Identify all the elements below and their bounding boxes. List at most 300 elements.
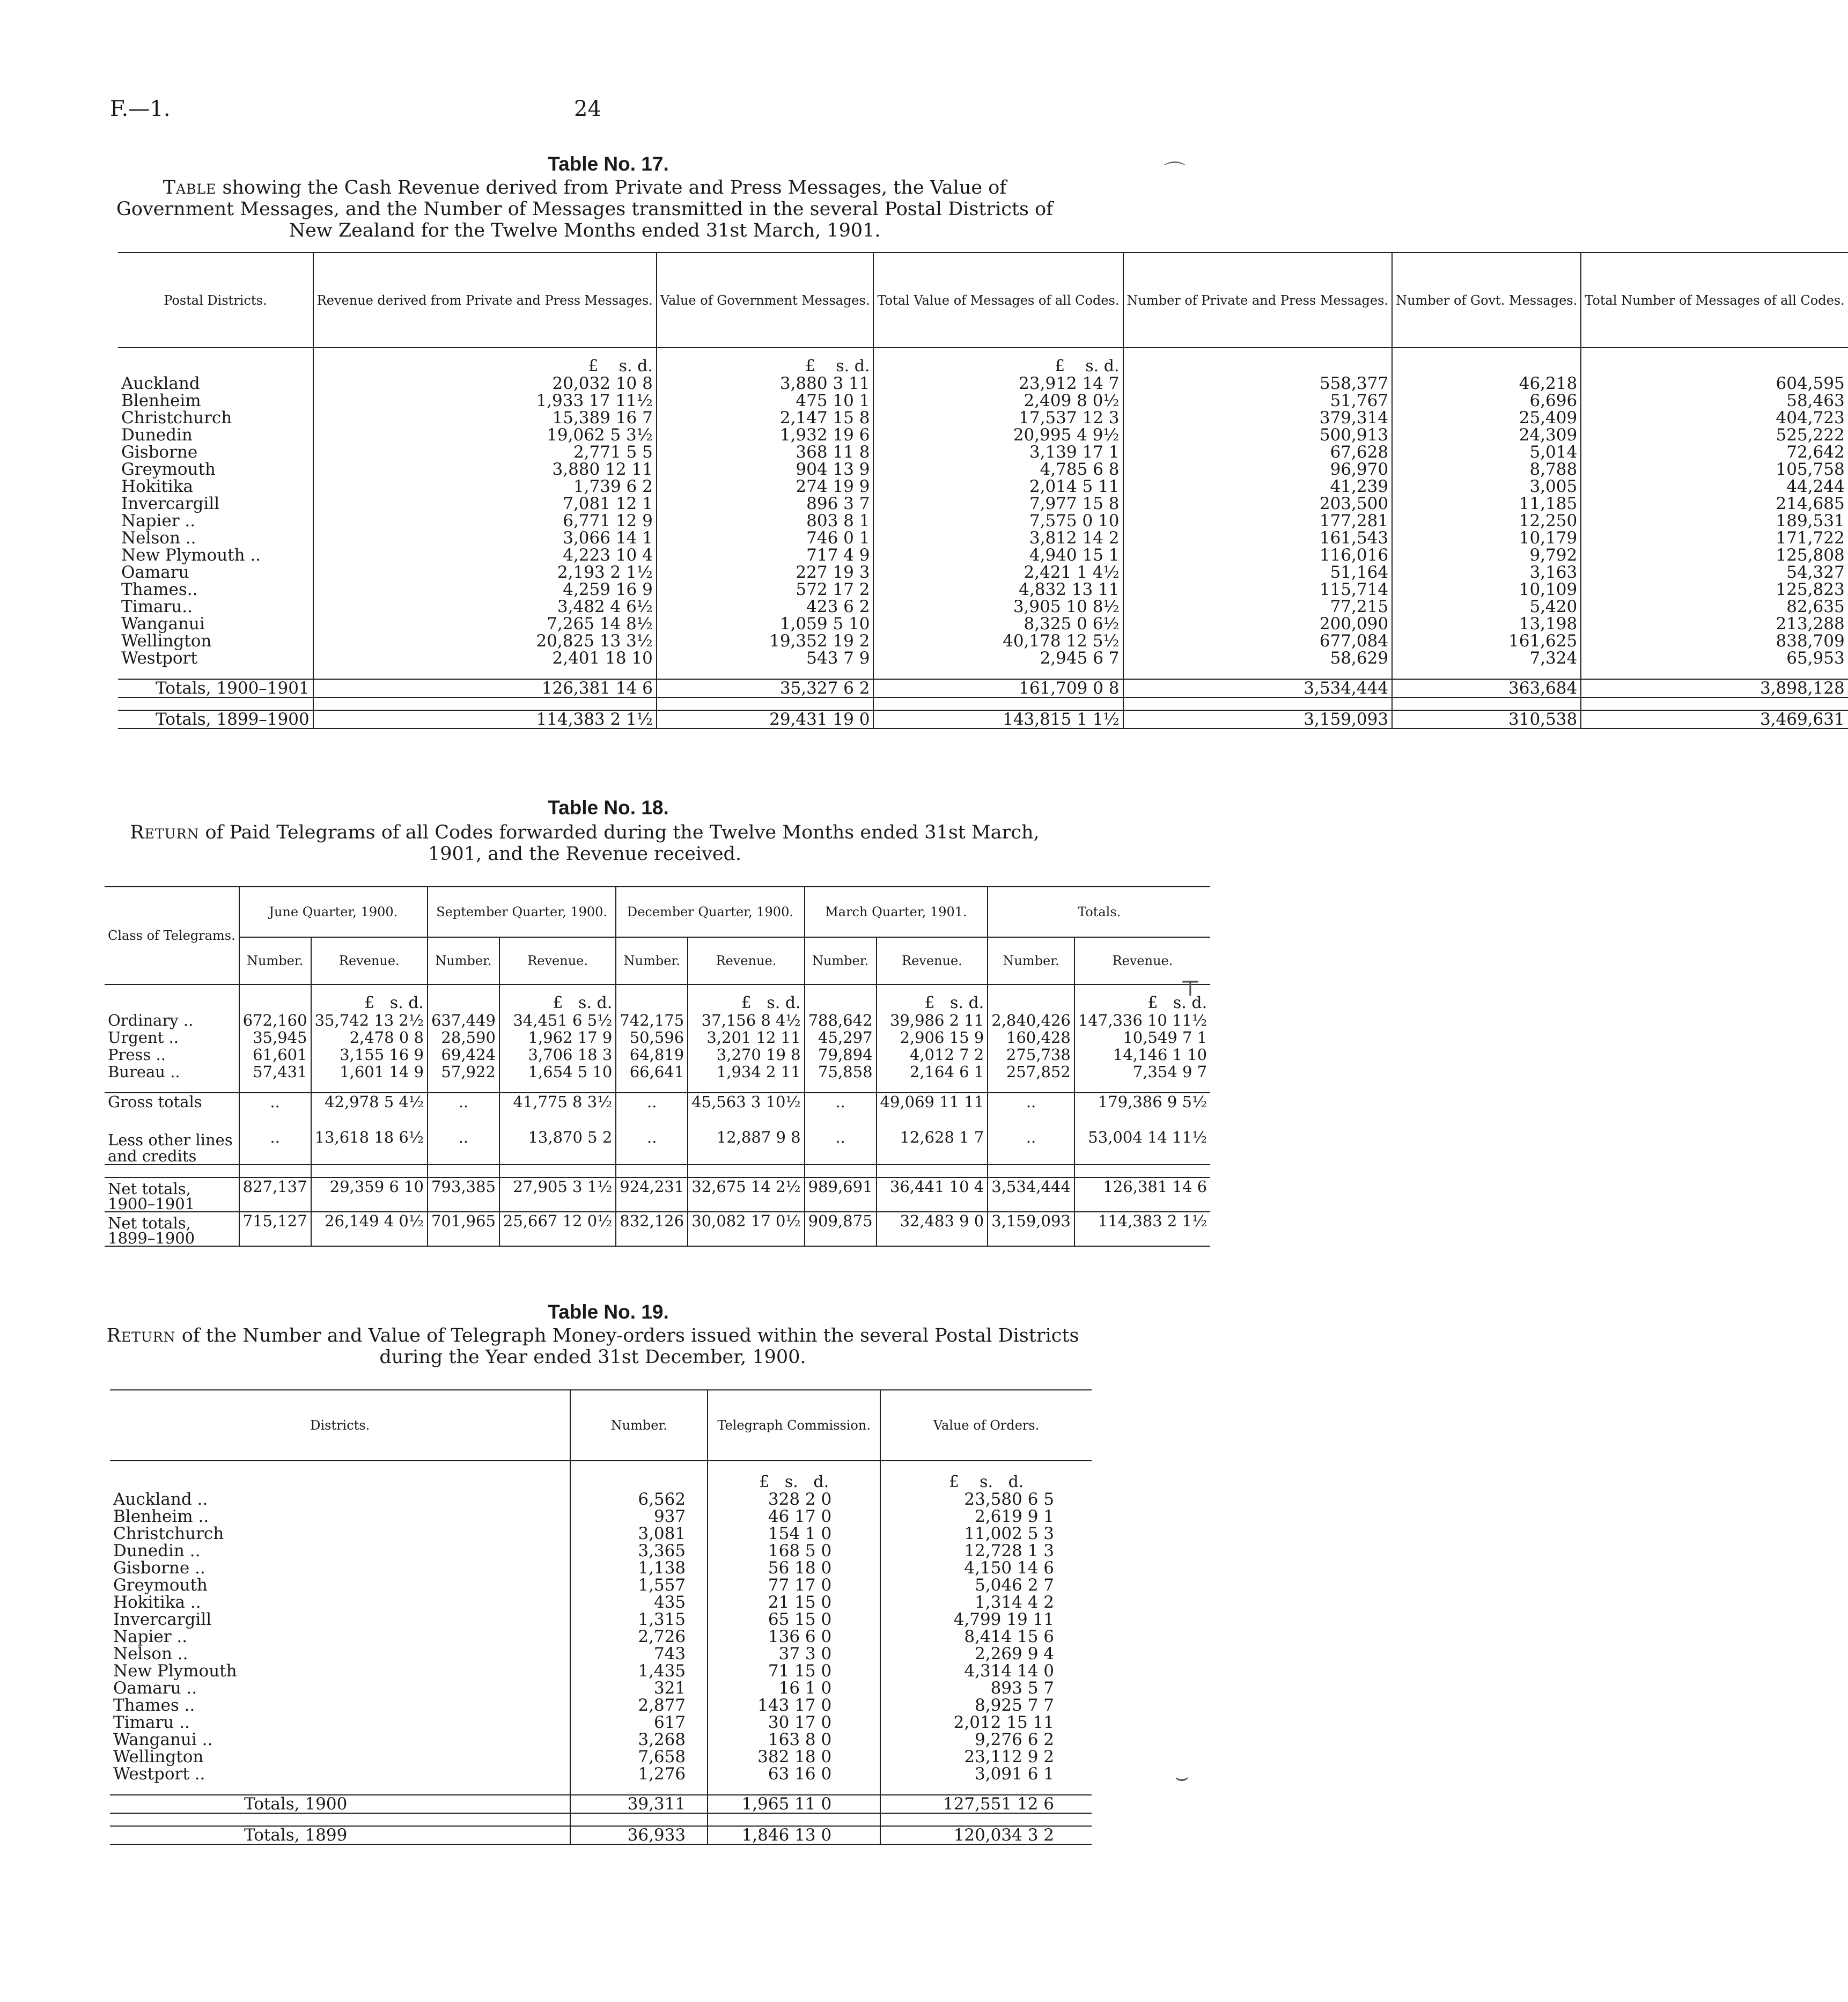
value-cell: 57,922 <box>428 1063 499 1080</box>
less-cell: 12,628 1 7 <box>877 1110 988 1165</box>
district-cell <box>110 1645 570 1662</box>
table-row <box>110 1559 1092 1577</box>
class-cell: Press .. <box>108 1046 166 1064</box>
totals-label: Totals, 1899–1900 <box>156 710 310 729</box>
value-cell: 4,832 13 11 <box>873 581 1123 598</box>
less-cell: 12,887 9 8 <box>688 1110 804 1165</box>
spacer-cell <box>688 1165 804 1177</box>
district-cell <box>118 392 313 409</box>
value-cell: 2,478 0 8 <box>311 1029 428 1046</box>
table-18-caption-text: of Paid Telegrams of all Codes forwarded during the Twelve Months ended 31st March, 1901, and the Revenue received. <box>205 822 1040 865</box>
value-cell: 177,281 <box>1123 512 1393 529</box>
header-govt-value: Value of Government Messages. <box>657 253 874 348</box>
net-cell: 701,965 <box>428 1212 499 1246</box>
unit-shillings: s. <box>389 993 403 1012</box>
table-row <box>118 632 1848 650</box>
district-name: New Plymouth <box>113 1661 237 1681</box>
value-cell: 4,799 19 11 <box>880 1611 1092 1628</box>
table-17-caption-lead: Table <box>163 177 217 198</box>
value-cell: 717 4 9 <box>657 547 874 564</box>
commission-cell: 21 15 0 <box>708 1594 880 1611</box>
table-19-caption <box>102 1325 1084 1368</box>
table-17-totals <box>118 667 1848 728</box>
header-march-quarter: March Quarter, 1901. <box>805 887 988 937</box>
value-cell: 200,090 <box>1123 615 1393 632</box>
header-december-quarter: December Quarter, 1900. <box>616 887 804 937</box>
unit-pounds: £ <box>805 357 816 376</box>
header-september-quarter: September Quarter, 1900. <box>428 887 616 937</box>
unit-pence: d. <box>637 357 653 376</box>
district-cell <box>110 1680 570 1697</box>
spacer-cell <box>313 667 657 679</box>
header-districts: Districts. <box>310 1418 370 1433</box>
district-cell <box>110 1542 570 1559</box>
number-cell: 743 <box>570 1645 708 1662</box>
totals-cell: 143,815 1 1½ <box>873 710 1123 728</box>
header-total-value: Total Value of Messages of all Codes. <box>873 253 1123 348</box>
table-18-sub-row <box>105 937 1210 984</box>
value-cell: 6,696 <box>1392 392 1581 409</box>
value-cell: 2,269 9 4 <box>880 1645 1092 1662</box>
value-cell: 5,014 <box>1392 444 1581 461</box>
unit-pounds: £ <box>759 1473 770 1491</box>
totals-cell: 310,538 <box>1392 710 1581 728</box>
district-name: Wanganui .. <box>113 1730 213 1749</box>
value-cell: 227 19 3 <box>657 564 874 581</box>
table-17-caption-text: showing the Cash Revenue derived from Private and Press Messages, the Value of Government Messages, and the Number of Messages transmitted in the several Postal Districts of New Zealand for the Twelve Months ended 31st March, 1901. <box>116 177 1054 241</box>
value-cell: 4,940 15 1 <box>873 547 1123 564</box>
table-row <box>110 1680 1092 1697</box>
value-cell: 4,785 6 8 <box>873 461 1123 478</box>
number-cell: 6,562 <box>570 1491 708 1508</box>
totals-number: 36,933 <box>570 1826 708 1844</box>
spacer-row <box>110 1813 1092 1826</box>
value-cell: 189,531 <box>1581 512 1848 529</box>
value-cell: 203,500 <box>1123 495 1393 512</box>
value-cell: 3,155 16 9 <box>311 1046 428 1063</box>
number-cell: 1,138 <box>570 1559 708 1577</box>
net-cell: 32,483 9 0 <box>877 1212 988 1246</box>
value-cell: 160,428 <box>988 1029 1074 1046</box>
value-cell: 161,625 <box>1392 632 1581 650</box>
unit-pence: d. <box>597 993 613 1012</box>
value-cell: 25,409 <box>1392 409 1581 426</box>
table-19 <box>110 1389 1092 1845</box>
spacer-cell <box>805 1165 877 1177</box>
district-name: Hokitika .. <box>113 1593 201 1612</box>
header-commission: Telegraph Commission. <box>708 1390 880 1461</box>
spacer-cell <box>988 1165 1074 1177</box>
value-cell: 4,150 14 6 <box>880 1559 1092 1577</box>
unit-pounds: £ <box>948 1473 959 1491</box>
spacer-cell <box>616 1080 688 1093</box>
value-cell: 69,424 <box>428 1046 499 1063</box>
value-cell: 75,858 <box>805 1063 877 1080</box>
value-cell: 61,601 <box>239 1046 311 1063</box>
district-cell <box>110 1628 570 1645</box>
value-cell: 2,164 6 1 <box>877 1063 988 1080</box>
totals-cell: 3,534,444 <box>1123 679 1393 697</box>
value-cell: 2,147 15 8 <box>657 409 874 426</box>
value-cell: 803 8 1 <box>657 512 874 529</box>
value-cell: 54,327 <box>1581 564 1848 581</box>
value-cell: 14,146 1 10 <box>1074 1046 1210 1063</box>
unit-pence: d. <box>408 993 424 1012</box>
net-cell: 126,381 14 6 <box>1074 1177 1210 1212</box>
district-name: Oamaru <box>121 563 189 582</box>
spacer-cell <box>570 1813 708 1826</box>
table-19-body <box>110 1491 1092 1783</box>
value-cell: 39,986 2 11 <box>877 1012 988 1029</box>
net-cell: 114,383 2 1½ <box>1074 1212 1210 1246</box>
value-cell: 58,629 <box>1123 650 1393 667</box>
district-cell <box>118 529 313 547</box>
gross-cell: .. <box>428 1093 499 1110</box>
value-cell: 64,819 <box>616 1046 688 1063</box>
spacer-cell <box>239 1165 311 1177</box>
district-name: Wellington <box>121 631 212 651</box>
less-label: Less other lines and credits <box>108 1131 233 1165</box>
table-19-totals <box>110 1783 1092 1844</box>
number-cell: 2,726 <box>570 1628 708 1645</box>
page-reference: F.—1. <box>110 97 171 121</box>
value-cell: 2,619 9 1 <box>880 1508 1092 1525</box>
commission-cell: 136 6 0 <box>708 1628 880 1645</box>
header-private-number: Number of Private and Press Messages. <box>1123 253 1393 348</box>
net-cell: 36,441 10 4 <box>877 1177 988 1212</box>
table-row <box>118 615 1848 632</box>
district-name: Oamaru .. <box>113 1679 197 1698</box>
header-class: Class of Telegrams. <box>105 887 239 984</box>
district-name: Auckland .. <box>113 1490 208 1509</box>
district-cell <box>118 650 313 667</box>
table-17-caption <box>102 177 1067 241</box>
value-cell: 3,812 14 2 <box>873 529 1123 547</box>
spacer-cell <box>708 1813 880 1826</box>
value-cell: 2,193 2 1½ <box>313 564 657 581</box>
value-cell: 11,002 5 3 <box>880 1525 1092 1542</box>
value-cell: 7,265 14 8½ <box>313 615 657 632</box>
table-17 <box>118 252 1848 729</box>
value-cell: 2,401 18 10 <box>313 650 657 667</box>
spacer-cell <box>988 1080 1074 1093</box>
table-row <box>110 1611 1092 1628</box>
unit-shillings: s. <box>1085 357 1099 376</box>
totals-value: 127,551 12 6 <box>880 1795 1092 1813</box>
gross-cell: .. <box>616 1093 688 1110</box>
net-cell: 32,675 14 2½ <box>688 1177 804 1212</box>
value-cell: 40,178 12 5½ <box>873 632 1123 650</box>
number-cell: 3,365 <box>570 1542 708 1559</box>
value-cell: 893 5 7 <box>880 1680 1092 1697</box>
value-cell: 257,852 <box>988 1063 1074 1080</box>
totals-row <box>110 1795 1092 1813</box>
net-cell: 924,231 <box>616 1177 688 1212</box>
spacer-row <box>105 1080 1210 1093</box>
value-cell: 746 0 1 <box>657 529 874 547</box>
value-cell: 543 7 9 <box>657 650 874 667</box>
commission-cell: 154 1 0 <box>708 1525 880 1542</box>
district-cell <box>118 375 313 392</box>
value-cell: 3,880 12 11 <box>313 461 657 478</box>
value-cell: 3,201 12 11 <box>688 1029 804 1046</box>
district-cell <box>118 409 313 426</box>
district-name: Westport <box>121 649 197 668</box>
value-cell: 4,259 16 9 <box>313 581 657 598</box>
value-cell: 1,314 4 2 <box>880 1594 1092 1611</box>
district-cell <box>110 1559 570 1577</box>
spacer-cell <box>877 1080 988 1093</box>
district-name: Thames .. <box>113 1696 195 1715</box>
number-cell: 7,658 <box>570 1748 708 1765</box>
spacer-cell <box>1581 697 1848 710</box>
commission-cell: 65 15 0 <box>708 1611 880 1628</box>
district-name: Gisborne .. <box>113 1558 205 1578</box>
value-cell: 125,823 <box>1581 581 1848 598</box>
value-cell: 44,244 <box>1581 478 1848 495</box>
spacer-cell <box>428 1165 499 1177</box>
value-cell: 8,414 15 6 <box>880 1628 1092 1645</box>
district-cell <box>110 1765 570 1783</box>
value-cell: 7,324 <box>1392 650 1581 667</box>
gross-cell: 179,386 9 5½ <box>1074 1093 1210 1110</box>
district-cell <box>118 444 313 461</box>
number-cell: 3,268 <box>570 1731 708 1748</box>
net-cell: 3,159,093 <box>988 1212 1074 1246</box>
unit-pounds: £ <box>924 993 935 1012</box>
spacer-cell <box>1074 1080 1210 1093</box>
value-cell: 115,714 <box>1123 581 1393 598</box>
table-18 <box>105 886 1210 1247</box>
district-name: Blenheim .. <box>113 1507 209 1526</box>
value-cell: 558,377 <box>1123 375 1393 392</box>
value-cell: 2,409 8 0½ <box>873 392 1123 409</box>
district-cell <box>118 461 313 478</box>
unit-shillings: s. <box>950 993 963 1012</box>
table-row <box>118 375 1848 392</box>
value-cell: 2,421 1 4½ <box>873 564 1123 581</box>
value-cell: 2,945 6 7 <box>873 650 1123 667</box>
gross-cell: 41,775 8 3½ <box>499 1093 616 1110</box>
value-cell: 19,062 5 3½ <box>313 426 657 444</box>
table-19-caption-text: of the Number and Value of Telegraph Money-orders issued within the several Postal Districts during the Year ended 31st December, 1900. <box>181 1325 1079 1368</box>
table-row <box>105 1063 1210 1080</box>
district-cell <box>110 1731 570 1748</box>
net-cell: 30,082 17 0½ <box>688 1212 804 1246</box>
district-cell <box>118 495 313 512</box>
value-cell: 3,880 3 11 <box>657 375 874 392</box>
table-row <box>105 1012 1210 1029</box>
value-cell: 213,288 <box>1581 615 1848 632</box>
totals-number: 39,311 <box>570 1795 708 1813</box>
table-row <box>110 1765 1092 1783</box>
value-cell: 423 6 2 <box>657 598 874 615</box>
district-name: Invercargill <box>113 1610 212 1629</box>
spacer-row <box>110 1783 1092 1795</box>
value-cell: 66,641 <box>616 1063 688 1080</box>
value-cell: 4,012 7 2 <box>877 1046 988 1063</box>
table-19-unit-row <box>110 1461 1092 1491</box>
table-19-caption-lead: Return <box>106 1325 176 1346</box>
value-cell: 525,222 <box>1581 426 1848 444</box>
table-row <box>118 444 1848 461</box>
totals-commission: 1,846 13 0 <box>708 1826 880 1844</box>
net-cell: 29,359 6 10 <box>311 1177 428 1212</box>
unit-shillings: s. <box>836 357 850 376</box>
district-name: New Plymouth .. <box>121 546 261 565</box>
value-cell: 51,767 <box>1123 392 1393 409</box>
value-cell: 9,792 <box>1392 547 1581 564</box>
value-cell: 10,179 <box>1392 529 1581 547</box>
value-cell: 3,270 19 8 <box>688 1046 804 1063</box>
value-cell: 125,808 <box>1581 547 1848 564</box>
spacer-cell <box>688 1080 804 1093</box>
unit-pence: d. <box>854 357 870 376</box>
value-cell: 672,160 <box>239 1012 311 1029</box>
page-number: 24 <box>574 97 601 121</box>
unit-pence: d. <box>1191 993 1208 1012</box>
value-cell: 4,314 14 0 <box>880 1662 1092 1680</box>
totals-cell: 161,709 0 8 <box>873 679 1123 697</box>
district-cell <box>118 547 313 564</box>
unit-label <box>873 348 1123 375</box>
table-17-header-row <box>118 253 1848 348</box>
district-cell <box>110 1594 570 1611</box>
totals-label: Totals, 1900 <box>244 1794 348 1814</box>
value-cell: 12,250 <box>1392 512 1581 529</box>
net-cell: 715,127 <box>239 1212 311 1246</box>
value-cell: 3,139 17 1 <box>873 444 1123 461</box>
spacer-cell <box>1123 667 1393 679</box>
spacer-cell <box>499 1080 616 1093</box>
value-cell: 8,325 0 6½ <box>873 615 1123 632</box>
value-cell: 19,352 19 2 <box>657 632 874 650</box>
value-cell: 7,081 12 1 <box>313 495 657 512</box>
value-cell: 6,771 12 9 <box>313 512 657 529</box>
value-cell: 404,723 <box>1581 409 1848 426</box>
value-cell: 275,738 <box>988 1046 1074 1063</box>
less-cell: 13,870 5 2 <box>499 1110 616 1165</box>
net-cell: 827,137 <box>239 1177 311 1212</box>
spacer-cell <box>428 1080 499 1093</box>
spacer-cell <box>1392 667 1581 679</box>
district-name: Nelson .. <box>113 1644 188 1664</box>
less-cell: .. <box>428 1110 499 1165</box>
commission-cell: 163 8 0 <box>708 1731 880 1748</box>
less-cell: .. <box>239 1110 311 1165</box>
district-name: Wanganui <box>121 614 205 634</box>
spacer-row <box>118 667 1848 679</box>
unit-pounds: £ <box>553 993 563 1012</box>
value-cell: 637,449 <box>428 1012 499 1029</box>
totals-row <box>110 1826 1092 1844</box>
totals-cell: 3,469,631 <box>1581 710 1848 728</box>
table-row <box>110 1662 1092 1680</box>
table-row <box>118 392 1848 409</box>
district-name: Invercargill <box>121 494 220 513</box>
value-cell: 2,012 15 11 <box>880 1714 1092 1731</box>
gross-label: Gross totals <box>108 1093 202 1111</box>
unit-pence: d. <box>968 993 984 1012</box>
value-cell: 838,709 <box>1581 632 1848 650</box>
unit-shillings: s. <box>980 1473 993 1491</box>
table-row <box>110 1697 1092 1714</box>
less-cell: 13,618 18 6½ <box>311 1110 428 1165</box>
gross-cell: 42,978 5 4½ <box>311 1093 428 1110</box>
value-cell: 23,912 14 7 <box>873 375 1123 392</box>
table-row <box>110 1525 1092 1542</box>
table-17-body <box>118 375 1848 667</box>
gross-cell: 49,069 11 11 <box>877 1093 988 1110</box>
margin-mark: ⌒ <box>1164 160 1186 185</box>
district-cell <box>110 1662 570 1680</box>
header-revenue: Revenue. <box>499 937 616 984</box>
totals-cell: 35,327 6 2 <box>657 679 874 697</box>
district-name: Dunedin <box>121 425 193 445</box>
district-name: Blenheim <box>121 391 201 410</box>
net-cell: 832,126 <box>616 1212 688 1246</box>
header-number: Number. <box>988 937 1074 984</box>
value-cell: 72,642 <box>1581 444 1848 461</box>
table-row <box>118 478 1848 495</box>
net-cell: 3,534,444 <box>988 1177 1074 1212</box>
value-cell: 20,825 13 3½ <box>313 632 657 650</box>
net-totals-row <box>105 1212 1210 1246</box>
table-row <box>118 495 1848 512</box>
less-cell: 53,004 14 11½ <box>1074 1110 1210 1165</box>
value-cell: 214,685 <box>1581 495 1848 512</box>
value-cell: 8,925 7 7 <box>880 1697 1092 1714</box>
table-row <box>118 598 1848 615</box>
value-cell: 475 10 1 <box>657 392 874 409</box>
header-totals: Totals. <box>988 887 1210 937</box>
table-18-unit-row <box>105 984 1210 1012</box>
table-19-title: Table No. 19. <box>548 1301 669 1323</box>
table-row <box>110 1714 1092 1731</box>
spacer-cell <box>657 667 874 679</box>
table-19-header-row <box>110 1390 1092 1461</box>
number-cell: 1,276 <box>570 1765 708 1783</box>
table-row <box>110 1731 1092 1748</box>
district-cell <box>118 478 313 495</box>
spacer-cell <box>880 1813 1092 1826</box>
net-cell: 26,149 4 0½ <box>311 1212 428 1246</box>
value-cell: 28,590 <box>428 1029 499 1046</box>
table-row <box>118 529 1848 547</box>
district-cell <box>118 512 313 529</box>
value-cell: 2,771 5 5 <box>313 444 657 461</box>
district-name: Thames.. <box>121 580 198 599</box>
gross-cell: .. <box>805 1093 877 1110</box>
value-cell: 1,059 5 10 <box>657 615 874 632</box>
table-18-caption <box>102 822 1067 865</box>
spacer-cell <box>1581 667 1848 679</box>
table-row <box>110 1491 1092 1508</box>
number-cell: 617 <box>570 1714 708 1731</box>
value-cell: 368 11 8 <box>657 444 874 461</box>
totals-cell: 29,431 19 0 <box>657 710 874 728</box>
value-cell: 1,739 6 2 <box>313 478 657 495</box>
less-credits-row <box>105 1110 1210 1165</box>
value-cell: 3,005 <box>1392 478 1581 495</box>
value-cell: 3,091 6 1 <box>880 1765 1092 1783</box>
totals-commission: 1,965 11 0 <box>708 1795 880 1813</box>
table-row <box>118 461 1848 478</box>
gross-totals-row <box>105 1093 1210 1110</box>
value-cell: 20,032 10 8 <box>313 375 657 392</box>
spacer-cell <box>239 1080 311 1093</box>
value-cell: 3,482 4 6½ <box>313 598 657 615</box>
